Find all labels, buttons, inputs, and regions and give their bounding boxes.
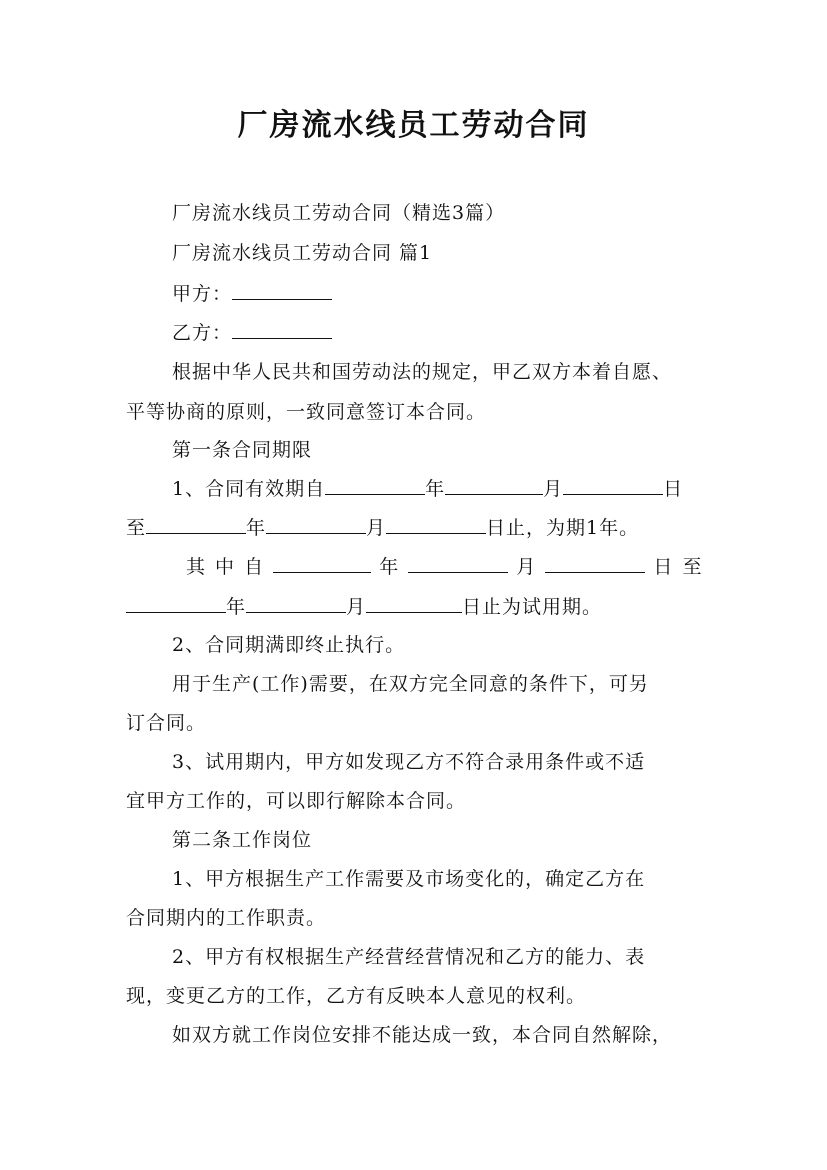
paragraph-line: 1、甲方根据生产工作需要及市场变化的，确定乙方在 xyxy=(172,868,646,890)
party-a-blank xyxy=(232,281,332,300)
text-span: 年 xyxy=(226,596,247,618)
paragraph-line: 现，变更乙方的工作，乙方有反映本人意见的权利。 xyxy=(126,985,587,1007)
page-title: 厂房流水线员工劳动合同 xyxy=(237,108,590,143)
text-span: 其 中 自 xyxy=(186,556,266,578)
text-span: 月 xyxy=(366,517,387,539)
term-line xyxy=(172,474,683,501)
probation-line xyxy=(186,552,703,579)
text-span: 月 xyxy=(346,596,367,618)
article-heading: 第一条合同期限 xyxy=(172,439,313,461)
text-span: 日 至 xyxy=(653,556,704,578)
year-blank xyxy=(146,515,246,534)
text-span: 年 xyxy=(246,517,267,539)
probation-line xyxy=(126,592,602,619)
paragraph-line: 如双方就工作岗位安排不能达成一致，本合同自然解除， xyxy=(172,1024,673,1046)
party-b-line xyxy=(172,318,332,345)
term-line xyxy=(126,513,639,540)
text-span: 日 xyxy=(663,478,684,500)
paragraph-line: 宜甲方工作的，可以即行解除本合同。 xyxy=(126,790,467,812)
party-b-blank xyxy=(232,320,332,339)
text-span: 1、合同有效期自 xyxy=(172,478,326,500)
day-blank xyxy=(563,476,663,495)
text-span: 月 xyxy=(543,478,564,500)
day-blank xyxy=(386,515,486,534)
party-a-line xyxy=(172,279,332,306)
month-blank xyxy=(246,594,346,613)
year-blank xyxy=(273,554,371,573)
year-blank xyxy=(126,594,226,613)
year-blank xyxy=(325,476,425,495)
party-a-label: 甲方： xyxy=(172,283,233,305)
party-b-label: 乙方： xyxy=(172,322,233,344)
paragraph-line: 2、合同期满即终止执行。 xyxy=(172,634,406,656)
paragraph-line: 平等协商的原则，一致同意签订本合同。 xyxy=(126,401,487,423)
text-span: 年 xyxy=(379,556,401,578)
month-blank xyxy=(266,515,366,534)
text-span: 年 xyxy=(425,478,446,500)
paragraph-line: 3、试用期内，甲方如发现乙方不符合录用条件或不适 xyxy=(172,751,646,773)
day-blank xyxy=(545,554,645,573)
subtitle-line: 厂房流水线员工劳动合同（精选3篇） xyxy=(172,202,506,224)
text-span: 月 xyxy=(516,556,538,578)
paragraph-line: 2、甲方有权根据生产经营经营情况和乙方的能力、表 xyxy=(172,946,646,968)
month-blank xyxy=(445,476,543,495)
text-span: 日止，为期1年。 xyxy=(486,517,640,539)
article-heading: 第二条工作岗位 xyxy=(172,829,313,851)
section-heading: 厂房流水线员工劳动合同 篇1 xyxy=(172,242,433,264)
paragraph-line: 订合同。 xyxy=(126,712,207,734)
paragraph-line: 合同期内的工作职责。 xyxy=(126,907,327,929)
month-blank xyxy=(408,554,508,573)
text-span: 日止为试用期。 xyxy=(462,596,603,618)
paragraph-line: 用于生产(工作)需要，在双方完全同意的条件下，可另 xyxy=(172,673,649,695)
text-span: 至 xyxy=(126,517,147,539)
day-blank xyxy=(366,594,462,613)
paragraph-line: 根据中华人民共和国劳动法的规定，甲乙双方本着自愿、 xyxy=(172,361,673,383)
